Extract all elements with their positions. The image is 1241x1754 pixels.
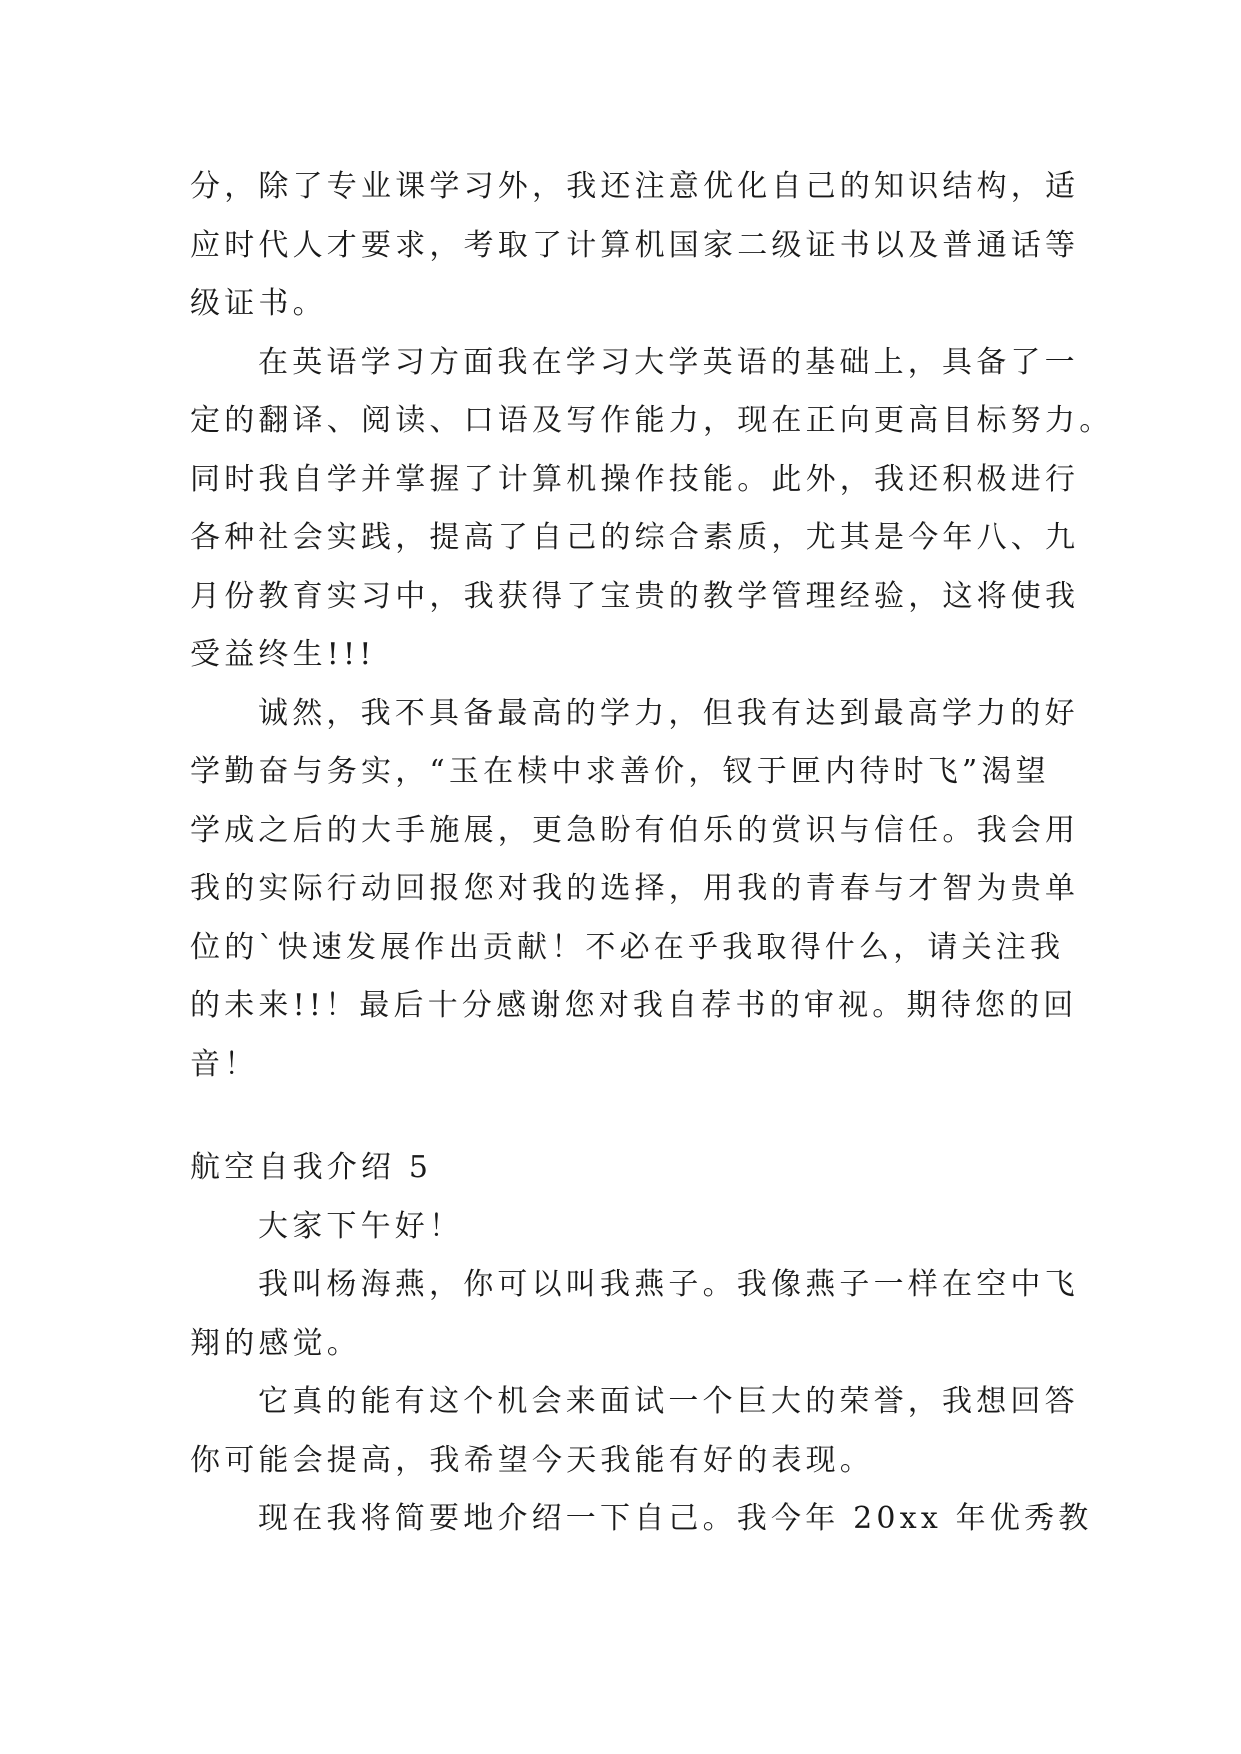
text-line: 在英语学习方面我在学习大学英语的基础上，具备了一 <box>258 344 1079 380</box>
text-line: 分，除了专业课学习外，我还注意优化自己的知识结构，适 <box>190 169 1080 204</box>
text-line: 受益终生!!! <box>190 637 376 672</box>
text-line: 学勤奋与务实，“玉在椟中求善价，钗于匣内待时飞”渴望 <box>190 754 1050 789</box>
text-line: 各种社会实践，提高了自己的综合素质，尤其是今年八、九 <box>190 520 1080 555</box>
text-line: 翔的感觉。 <box>190 1325 361 1361</box>
text-line: 现在我将简要地介绍一下自己。我今年 20xx 年优秀教 <box>258 1501 1093 1536</box>
text-line: 诚然，我不具备最高的学力，但我有达到最高学力的好 <box>258 695 1079 731</box>
paragraph-name-intro <box>190 1256 1079 1373</box>
text-line: 的未来!!！最后十分感谢您对我自荐书的审视。期待您的回 <box>190 988 1078 1023</box>
paragraph-self-intro <box>190 1490 1093 1549</box>
text-line: 定的翻译、阅读、口语及写作能力，现在正向更高目标努力。 <box>190 403 1114 438</box>
text-line: 你可能会提高，我希望今天我能有好的表现。 <box>190 1442 874 1478</box>
paragraph-continuation <box>190 158 1080 334</box>
text-line: 我的实际行动回报您对我的选择，用我的青春与才智为贵单 <box>190 871 1080 906</box>
paragraph-greeting <box>190 1198 1052 1257</box>
section-heading: 航空自我介绍 5 <box>190 1150 433 1185</box>
document-page <box>190 158 1114 1549</box>
text-line: 级证书。 <box>190 286 327 321</box>
text-line: 月份教育实习中，我获得了宝贵的教学管理经验，这将使我 <box>190 578 1080 614</box>
text-line: 音！ <box>190 1046 259 1082</box>
text-line: 我叫杨海燕，你可以叫我燕子。我像燕子一样在空中飞 <box>258 1267 1079 1302</box>
text-line: 它真的能有这个机会来面试一个巨大的荣誉，我想回答 <box>258 1384 1079 1419</box>
text-line: 应时代人才要求，考取了计算机国家二级证书以及普通话等 <box>190 227 1080 263</box>
text-line: 学成之后的大手施展，更急盼有伯乐的赏识与信任。我会用 <box>190 812 1080 848</box>
paragraph-interview-honor <box>190 1373 1079 1490</box>
text-line: 同时我自学并掌握了计算机操作技能。此外，我还积极进行 <box>190 461 1080 497</box>
text-line: 位的`快速发展作出贡献！不必在乎我取得什么，请关注我 <box>190 929 1065 965</box>
paragraph-english-study <box>190 334 1114 685</box>
text-line: 大家下午好！ <box>258 1208 464 1244</box>
paragraph-conclusion <box>190 685 1080 1095</box>
